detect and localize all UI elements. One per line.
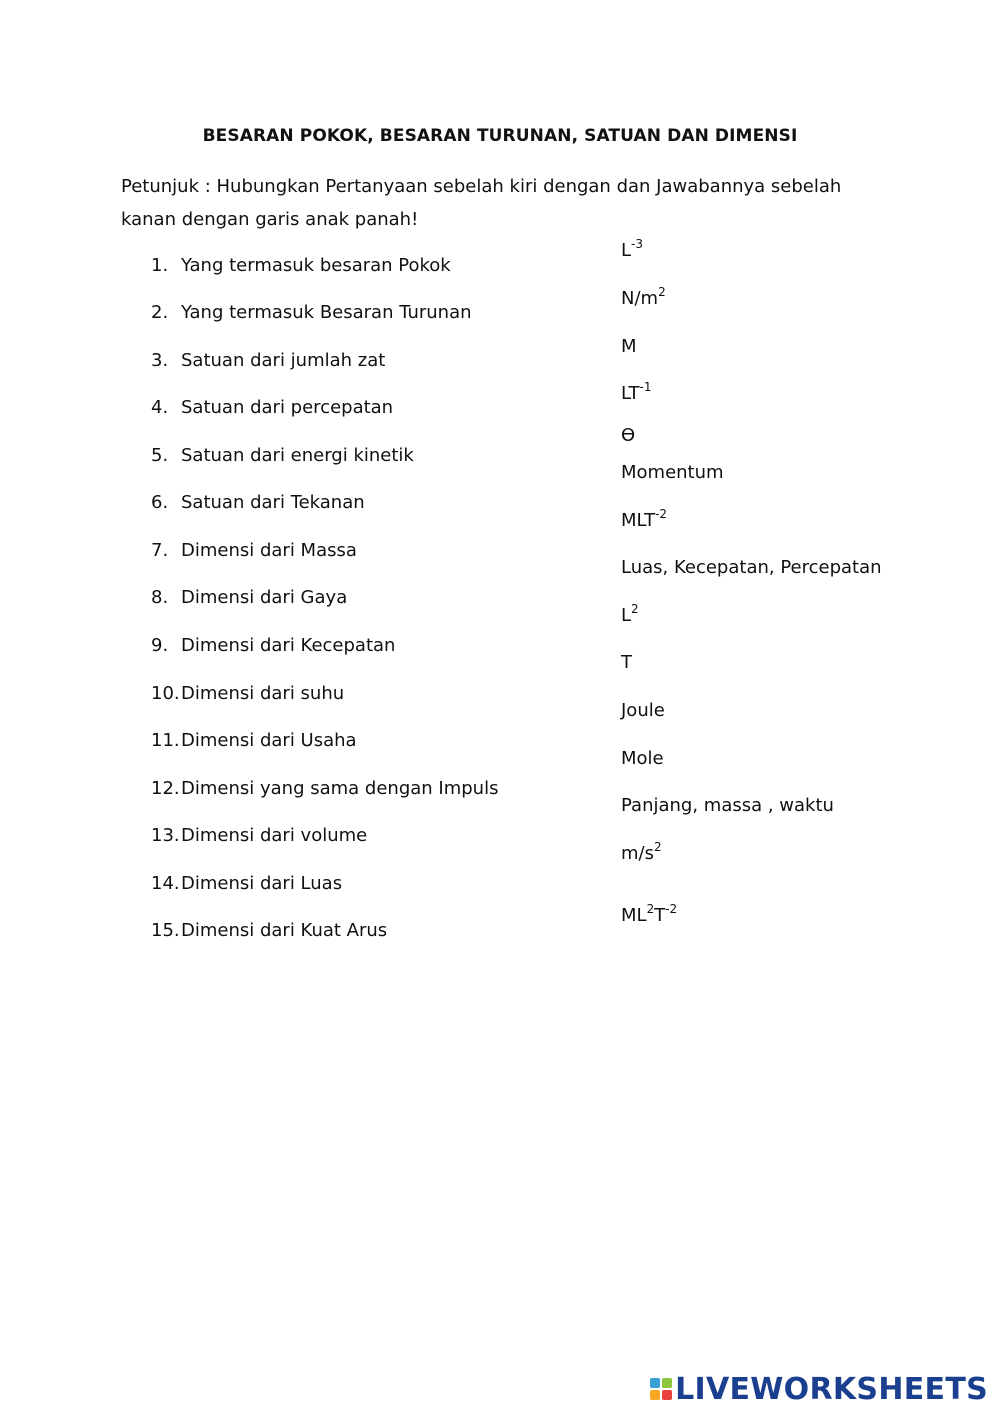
answer-item[interactable] xyxy=(621,237,643,261)
answer-item[interactable] xyxy=(621,557,882,578)
question-text: Dimensi dari Massa xyxy=(181,540,357,561)
answer-text: Joule xyxy=(621,700,665,721)
answer-text: L xyxy=(621,605,632,626)
answer-item[interactable] xyxy=(621,840,662,864)
question-text: Dimensi dari Luas xyxy=(181,873,343,894)
answer-item[interactable] xyxy=(621,795,834,816)
answer-exponent: -1 xyxy=(639,380,652,394)
question-item[interactable] xyxy=(151,778,498,799)
question-item[interactable] xyxy=(151,255,451,276)
answer-exponent: -2 xyxy=(655,507,668,521)
instruction-text: Petunjuk : Hubungkan Pertanyaan sebelah kiri dengan dan Jawabannya sebelah kanan dengan garis anak panah! xyxy=(121,176,842,230)
worksheet-title: BESARAN POKOK, BESARAN TURUNAN, SATUAN DAN DIMENSI xyxy=(202,126,798,146)
logo-square xyxy=(662,1390,672,1400)
question-item[interactable] xyxy=(151,920,387,941)
logo-square xyxy=(662,1378,672,1388)
question-item[interactable] xyxy=(151,397,393,418)
question-text: Satuan dari jumlah zat xyxy=(181,350,386,371)
answer-item[interactable] xyxy=(621,462,724,483)
answer-item[interactable] xyxy=(621,425,635,446)
answer-item[interactable] xyxy=(621,602,639,626)
answer-text: L xyxy=(621,240,632,261)
answer-item[interactable] xyxy=(621,652,632,673)
answer-item[interactable] xyxy=(621,336,637,357)
question-number: 11. xyxy=(151,730,180,751)
answer-text: Momentum xyxy=(621,462,724,483)
answer-text: M xyxy=(621,336,637,357)
question-item[interactable] xyxy=(151,635,395,656)
answer-exponent: 2 xyxy=(631,602,639,616)
brand-name: LIVEWORKSHEETS xyxy=(675,1371,988,1407)
answer-exponent: -2 xyxy=(665,902,678,916)
question-item[interactable] xyxy=(151,730,357,751)
answer-item[interactable] xyxy=(621,285,666,309)
question-number: 8. xyxy=(151,587,169,608)
question-number: 15. xyxy=(151,920,180,941)
question-number: 1. xyxy=(151,255,169,276)
answer-exponent: 2 xyxy=(653,840,662,854)
answer-text: N/m xyxy=(621,288,659,309)
answer-text: Mole xyxy=(621,748,664,769)
question-text: Yang termasuk Besaran Turunan xyxy=(181,302,472,323)
question-text: Dimensi yang sama dengan Impuls xyxy=(181,778,499,799)
question-number: 4. xyxy=(151,397,169,418)
question-number: 12. xyxy=(151,778,180,799)
question-item[interactable] xyxy=(151,825,367,846)
question-text: Dimensi dari Kecepatan xyxy=(181,635,396,656)
question-text: Dimensi dari Kuat Arus xyxy=(181,920,388,941)
answer-text: LT xyxy=(621,383,640,404)
question-text: Satuan dari percepatan xyxy=(181,397,394,418)
answer-text: ϴ xyxy=(621,425,636,446)
question-number: 5. xyxy=(151,445,169,466)
answer-text: T xyxy=(654,905,666,926)
answer-text: Luas, Kecepatan, Percepatan xyxy=(621,557,882,578)
answer-text: ML xyxy=(621,905,647,926)
question-text: Yang termasuk besaran Pokok xyxy=(181,255,451,276)
question-number: 9. xyxy=(151,635,169,656)
question-item[interactable] xyxy=(151,683,344,704)
answer-item[interactable] xyxy=(621,507,668,531)
logo-square xyxy=(650,1378,660,1388)
answer-exponent: -3 xyxy=(631,237,643,251)
question-text: Dimensi dari Gaya xyxy=(181,587,348,608)
question-item[interactable] xyxy=(151,302,472,323)
question-text: Satuan dari energi kinetik xyxy=(181,445,414,466)
question-number: 10. xyxy=(151,683,180,704)
answer-item[interactable] xyxy=(621,748,664,769)
question-number: 13. xyxy=(151,825,180,846)
liveworksheets-logo xyxy=(650,1372,988,1406)
question-number: 6. xyxy=(151,492,169,513)
question-item[interactable] xyxy=(151,540,357,561)
question-text: Dimensi dari suhu xyxy=(181,683,345,704)
answer-item[interactable] xyxy=(621,902,678,926)
question-item[interactable] xyxy=(151,445,414,466)
question-item[interactable] xyxy=(151,873,342,894)
question-number: 7. xyxy=(151,540,169,561)
question-text: Dimensi dari volume xyxy=(181,825,368,846)
answer-item[interactable] xyxy=(621,380,652,404)
question-item[interactable] xyxy=(151,492,365,513)
question-number: 3. xyxy=(151,350,169,371)
answer-exponent: 2 xyxy=(658,285,666,299)
question-text: Satuan dari Tekanan xyxy=(181,492,365,513)
question-number: 2. xyxy=(151,302,169,323)
question-number: 14. xyxy=(151,873,180,894)
answer-text: MLT xyxy=(621,510,656,531)
question-item[interactable] xyxy=(151,350,385,371)
answer-item[interactable] xyxy=(621,700,665,721)
answer-text: Panjang, massa , waktu xyxy=(621,795,834,816)
answer-exponent: 2 xyxy=(646,902,655,916)
answer-text: T xyxy=(621,652,632,673)
question-item[interactable] xyxy=(151,587,347,608)
question-text: Dimensi dari Usaha xyxy=(181,730,357,751)
logo-square xyxy=(650,1390,660,1400)
answer-text: m/s xyxy=(621,843,654,864)
logo-grid-icon xyxy=(650,1378,672,1400)
